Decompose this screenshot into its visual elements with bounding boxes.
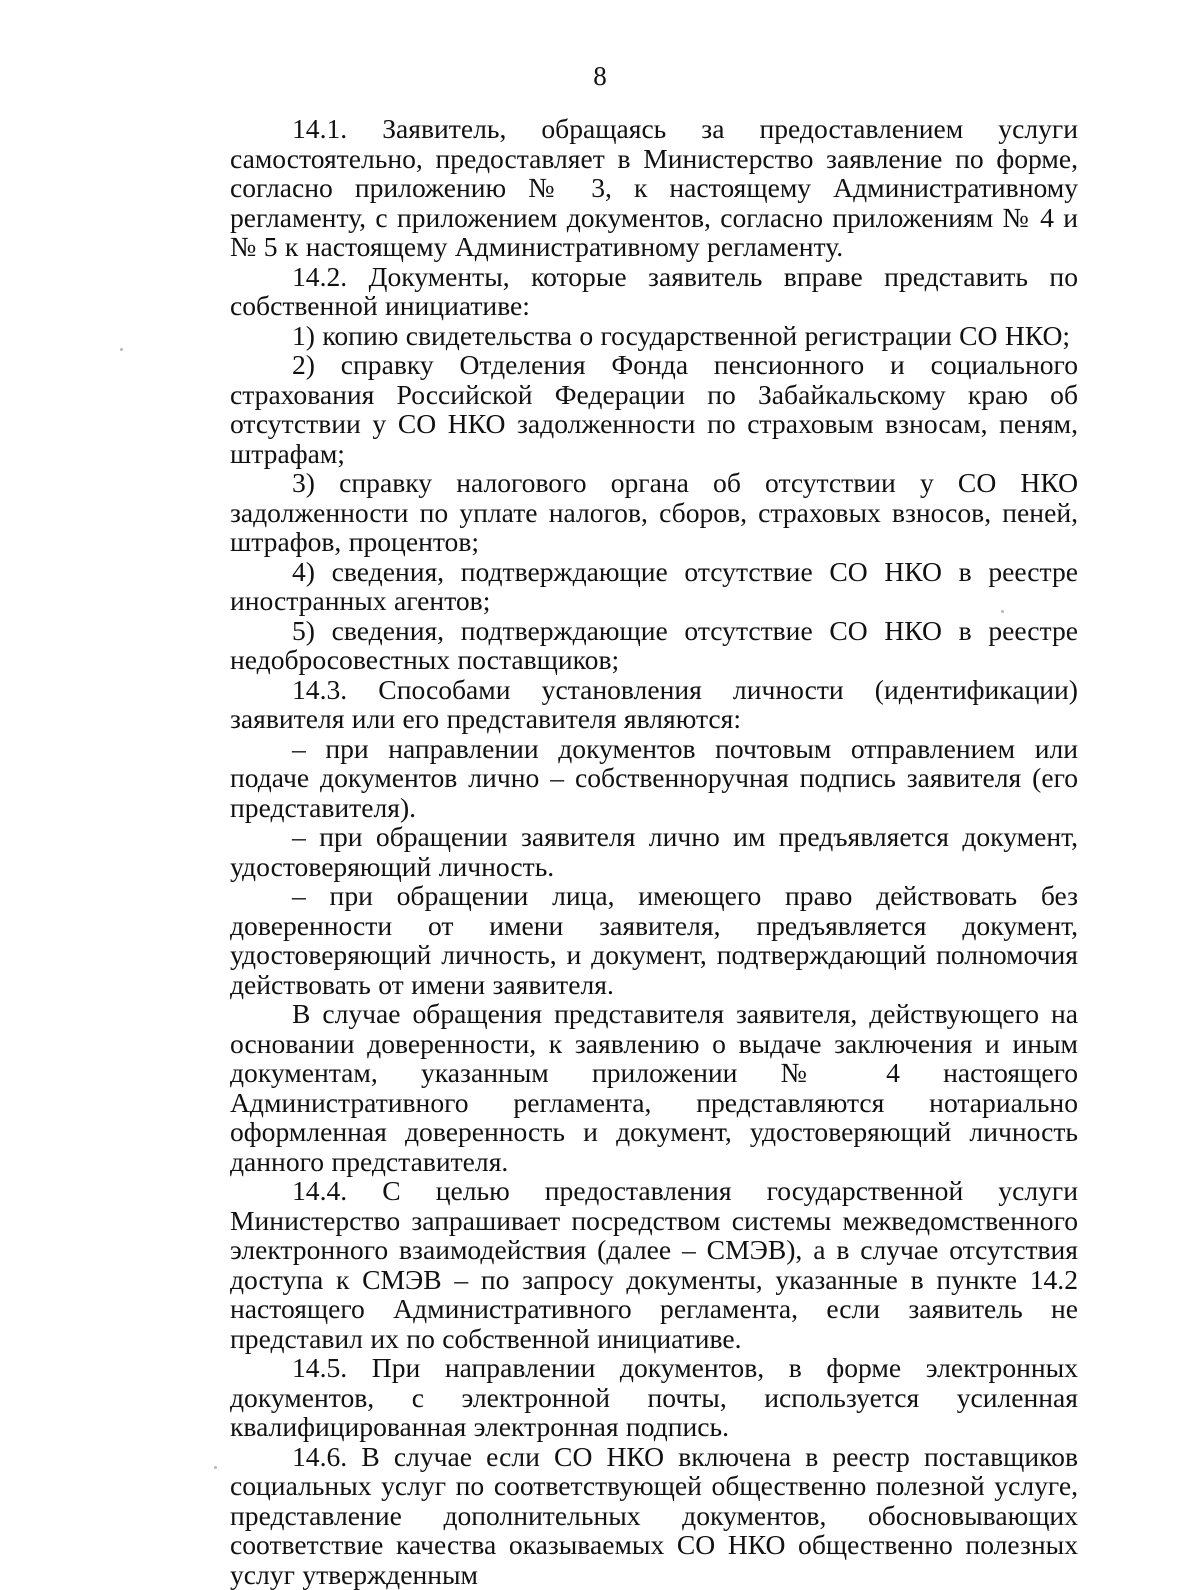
paragraph-14-6: 14.6. В случае если СО НКО включена в реестр поставщиков социальных услуг по соответствующей общественно полезной услуге, представление дополнительных документов, обосновывающих соответствие качества оказываемых СО НКО общественно полезных услуг утвержденным — [230, 1440, 1078, 1590]
paragraph-14-4: 14.4. С целью предоставления государственной услуги Министерство запрашивает посредством системы межведомственного электронного взаимодействия (далее – СМЭВ), а в случае отсутствия доступа к СМЭВ – по запросу документы, указанные в пункте 14.2 настоящего Административного регламента, если заявитель не представил их по собственной инициативе. — [230, 1175, 1078, 1354]
dash-item-3: – при обращении лица, имеющего право действовать без доверенности от имени заявителя, предъявляется документ, удостоверяющий личность, и документ, подтверждающий полномочия действовать от имени заявителя. — [230, 880, 1078, 1000]
scan-speck — [120, 348, 123, 351]
list-item-2: 2) справку Отделения Фонда пенсионного и социального страхования Российской Федерации по Забайкальскому краю об отсутствии у СО НКО задолженности по страховым взносам, пеням, штрафам; — [230, 349, 1078, 469]
dash-item-1: – при направлении документов почтовым отправлением или подаче документов лично – собственноручная подпись заявителя (его представителя). — [230, 732, 1078, 823]
list-item-4: 4) сведения, подтверждающие отсутствие СО НКО в реестре иностранных агентов; — [230, 555, 1078, 616]
document-body — [230, 114, 1078, 1589]
list-item-5: 5) сведения, подтверждающие отсутствие СО НКО в реестре недобросовестных поставщиков; — [230, 614, 1078, 675]
dash-item-2: – при обращении заявителя лично им предъявляется документ, удостоверяющий личность. — [230, 821, 1078, 882]
list-item-3: 3) справку налогового органа об отсутствии у СО НКО задолженности по уплате налогов, сборов, страховых взносов, пеней, штрафов, процентов; — [230, 467, 1078, 557]
paragraph-representative: В случае обращения представителя заявителя, действующего на основании доверенности, к заявлению о выдаче заключения и иным документам, указанным приложении № 4 настоящего Административного регламента, представляются нотариально оформленная доверенность и документ, удостоверяющий личность данного представителя. — [230, 998, 1078, 1177]
page-number: 8 — [593, 61, 607, 91]
paragraph-14-3: 14.3. Способами установления личности (идентификации) заявителя или его представителя являются: — [230, 673, 1078, 734]
list-item-1: 1) копию свидетельства о государственной регистрации СО НКО; — [292, 319, 1071, 351]
paragraph-14-2: 14.2. Документы, которые заявитель вправе представить по собственной инициативе: — [230, 260, 1078, 321]
paragraph-14-1: 14.1. Заявитель, обращаясь за предоставлением услуги самостоятельно, предоставляет в Министерство заявление по форме, согласно приложению № 3, к настоящему Административному регламенту, с приложением документов, согласно приложениям № 4 и № 5 к настоящему Административному регламенту. — [230, 113, 1078, 262]
paragraph-14-5: 14.5. При направлении документов, в форме электронных документов, с электронной почты, используется усиленная квалифицированная электронная подпись. — [230, 1352, 1078, 1442]
scan-speck — [1001, 610, 1004, 613]
scan-speck — [214, 1466, 217, 1469]
